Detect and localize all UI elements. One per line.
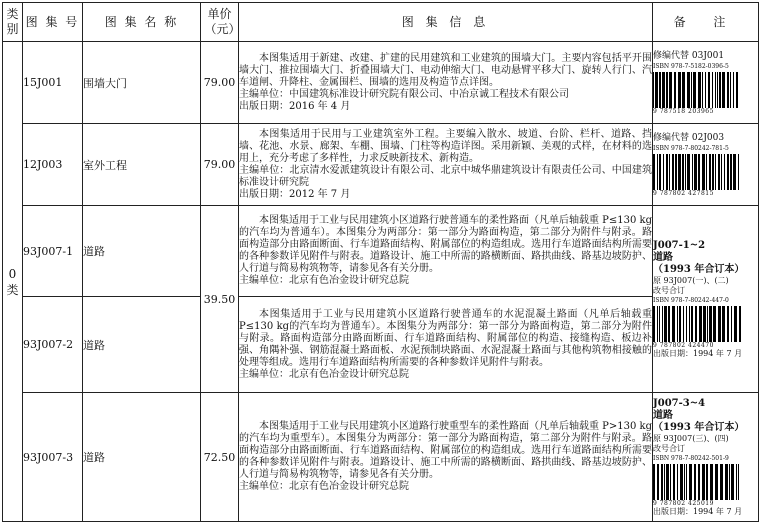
info-description: 本图集适用于工业与民用建筑小区道路行驶重型车的柔性路面（凡单后轴载重 P>130 kg的汽车均为重型车）。本图集分为两部分：第一部分为路面构造，第二部分为附件与附录。路面构造部分由路面断面、行车道路面结构、附属部位的构造组成。选用行车道路面结构所需要的各种参数详见附件与附表。道路设计、施工中所需的路横断面、路拱曲线、路基边坡防护、人行道与简易构筑物等，请参见各有关分册。 bbox=[239, 421, 653, 480]
note-merge: 改号合订 bbox=[653, 285, 685, 295]
catalog-table bbox=[2, 2, 759, 522]
info-editor: 主编单位：北京清水爱派建筑设计有限公司、北京中城华鼎建筑设计有限责任公司、中国建筑标准设计研究院 bbox=[239, 164, 652, 188]
info-date: 出版日期：2012 年 7 月 bbox=[239, 188, 351, 200]
isbn-text: ISBN 978-7-80242-447-0 bbox=[653, 296, 729, 304]
note-title: 道路 bbox=[653, 409, 673, 421]
atlas-note bbox=[653, 124, 759, 206]
header-number: 图 集 号 bbox=[23, 3, 83, 42]
barcode-digits: 9 787518 203965 bbox=[653, 107, 714, 115]
atlas-number: 93J007-2 bbox=[23, 297, 83, 393]
table-row bbox=[3, 297, 759, 393]
barcode-digits: 9 787802 427815 bbox=[653, 189, 714, 197]
note-number: J007-3~4 bbox=[653, 397, 706, 409]
isbn-text: ISBN 978-7-80242-781-5 bbox=[653, 144, 729, 152]
atlas-number: 12J003 bbox=[23, 124, 83, 206]
barcode-icon bbox=[653, 464, 758, 500]
table-row bbox=[3, 124, 759, 206]
header-name: 图 集 名 称 bbox=[83, 3, 201, 42]
barcode-icon bbox=[653, 154, 758, 190]
atlas-info bbox=[239, 206, 653, 297]
info-date: 出版日期：2016 年 4 月 bbox=[239, 100, 351, 112]
atlas-name: 道路 bbox=[83, 393, 201, 522]
barcode-digits: 9 787802 425019 bbox=[653, 499, 714, 507]
atlas-name: 室外工程 bbox=[83, 124, 201, 206]
note-origin: 原 93J007(一)、(二) bbox=[653, 275, 729, 285]
note-title: 道路 bbox=[653, 251, 673, 263]
note-number: J007-1~2 bbox=[653, 239, 706, 251]
header-info: 图 集 信 息 bbox=[239, 3, 653, 42]
atlas-name: 道路 bbox=[83, 297, 201, 393]
table-row bbox=[3, 42, 759, 124]
atlas-info bbox=[239, 297, 653, 393]
note-origin: 原 93J007(三)、(四) bbox=[653, 433, 729, 443]
category-cell: 0类 bbox=[3, 42, 23, 522]
note-date: 出版日期：1994 年 7 月 bbox=[653, 348, 743, 358]
atlas-number: 15J001 bbox=[23, 42, 83, 124]
info-description: 本图集适用于工业与民用建筑小区道路行驶普通车的柔性路面（凡单后轴载重 P≤130 kg的汽车均为普通车）。本图集分为两部分：第一部分为路面构造，第二部分为附件与附录。路面构造部分由路面断面、行车道路面结构、附属部位的构造组成。选用行车道路面结构所需要的各种参数详见附件与附表。道路设计、施工中所需的路横断面、路拱曲线、路基边坡防护、人行道与简易构筑物等，请参见各有关分册。 bbox=[239, 215, 653, 274]
atlas-info bbox=[239, 42, 653, 124]
atlas-info bbox=[239, 124, 653, 206]
atlas-note bbox=[653, 42, 759, 124]
note-date: 出版日期：1994 年 7 月 bbox=[653, 506, 743, 516]
note-edition: （1993 年合订本） bbox=[653, 263, 745, 275]
info-description: 本图集适用于新建、改建、扩建的民用建筑和工业建筑的围墙大门。主要内容包括平开围墙大门、推拉围墙大门、折叠围墙大门、电动伸缩大门、电动悬臂平移大门、旋转人行门、汽车道闸、升降柱、金属围栏、围墙的选用及构造节点详图。 bbox=[239, 52, 652, 88]
info-description: 本图集适用于民用与工业建筑室外工程。主要编入散水、坡道、台阶、栏杆、道路、挡墙、花池、水景、廊架、车棚、围墙、门柱等构造详图。采用新颖、美观的式样，在材料的选用上，充分考虑了多样性，力求反映新技术、新构造。 bbox=[239, 128, 652, 164]
atlas-note bbox=[653, 206, 759, 393]
note-merge: 改号合订 bbox=[653, 443, 685, 453]
info-description: 本图集适用于工业与民用建筑小区道路行驶普通车的水泥混凝土路面（凡单后轴载重 P≤130 kg的汽车均为普通车）。本图集分为两部分：第一部分为路面构造，第二部分为附件与附录。路面构造部分由路面断面、行车道路面结构、附属部位的构造、接缝构造、板边补强、角隅补强、钢筋混凝土路面板、水泥预制块路面、水泥混凝土路面与其他构筑物相接触的处理等组成。选用行车道路面结构所需要的各种参数详见附件与附表。 bbox=[239, 308, 652, 368]
atlas-price: 72.50 bbox=[201, 393, 239, 522]
info-editor: 主编单位：北京有色冶金设计研究总院 bbox=[239, 368, 409, 380]
atlas-number: 93J007-3 bbox=[23, 393, 83, 522]
note-edition: （1993 年合订本） bbox=[653, 421, 745, 433]
atlas-note bbox=[653, 393, 759, 522]
table-row bbox=[3, 206, 759, 297]
info-editor: 主编单位：中国建筑标准设计研究院有限公司、中冶京诚工程技术有限公司 bbox=[239, 88, 569, 100]
atlas-name: 围墙大门 bbox=[83, 42, 201, 124]
note-replace: 修编代替 02J003 bbox=[653, 132, 725, 143]
barcode-icon bbox=[653, 72, 758, 108]
isbn-text: ISBN 978-7-5182-0396-5 bbox=[653, 62, 729, 70]
barcode-digits: 9 787802 424470 bbox=[653, 341, 714, 349]
atlas-name: 道路 bbox=[83, 206, 201, 297]
note-replace: 修编代替 03J001 bbox=[653, 50, 725, 61]
table-row bbox=[3, 393, 759, 522]
atlas-price: 79.00 bbox=[201, 124, 239, 206]
header-category: 类别 bbox=[3, 3, 23, 42]
atlas-price: 79.00 bbox=[201, 42, 239, 124]
isbn-text: ISBN 978-7-80242-501-9 bbox=[653, 454, 729, 462]
atlas-number: 93J007-1 bbox=[23, 206, 83, 297]
header-price: 单价（元） bbox=[201, 3, 239, 42]
info-editor: 主编单位：北京有色冶金设计研究总院 bbox=[239, 275, 409, 286]
header-row bbox=[3, 3, 759, 42]
atlas-info bbox=[239, 393, 653, 522]
atlas-price: 39.50 bbox=[201, 206, 239, 393]
header-note: 备 注 bbox=[653, 3, 759, 42]
barcode-icon bbox=[653, 306, 758, 342]
info-editor: 主编单位：北京有色冶金设计研究总院 bbox=[239, 481, 409, 492]
